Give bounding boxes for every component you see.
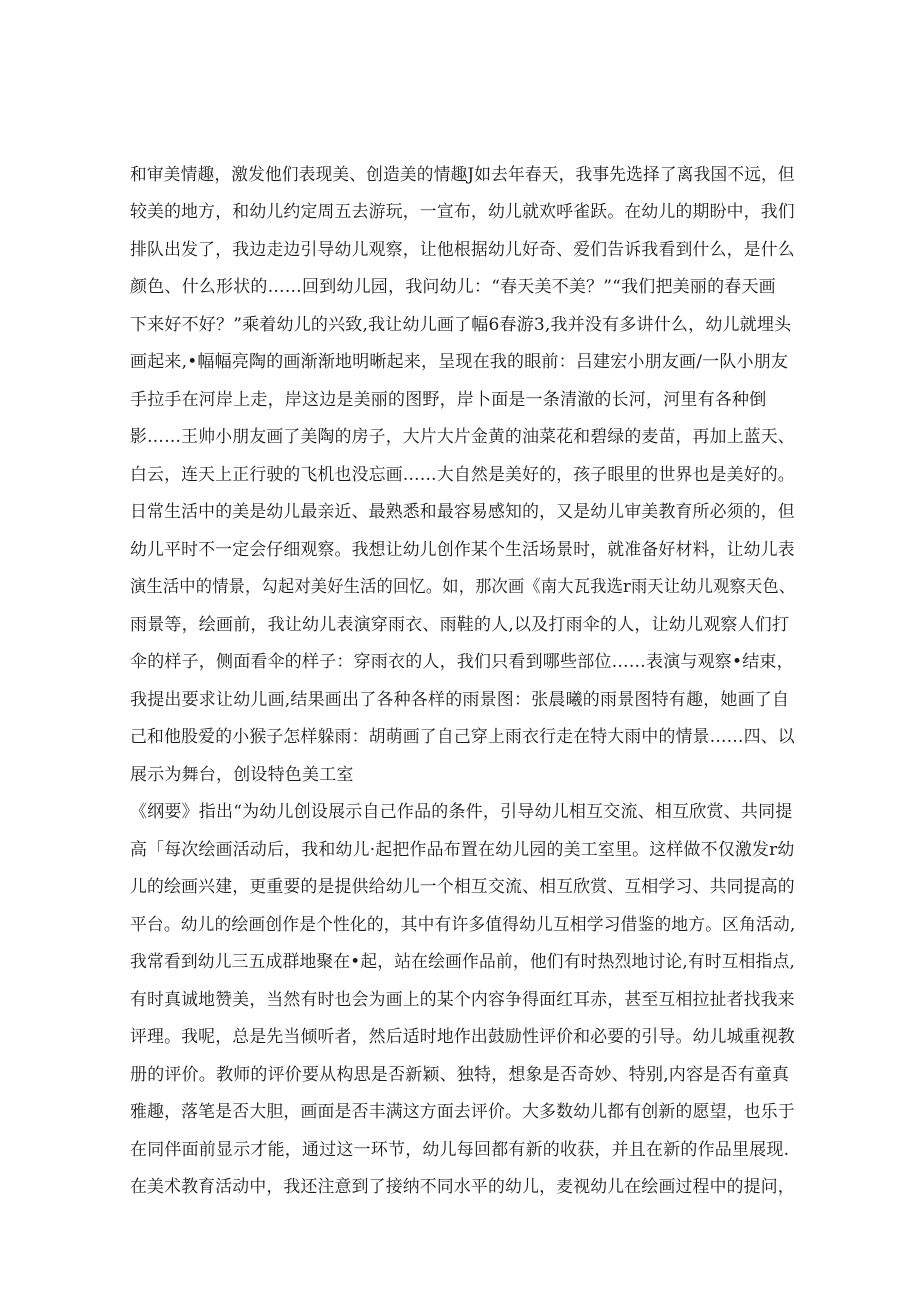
text-line: 儿的绘画兴建，更重要的是提供给幼儿一个相互交流、相互欣赏、互相学习、共同提高的: [130, 877, 795, 897]
text-line: 有时真诚地赞美，当然有时也会为画上的某个内容争得面红耳赤，甚至互相拉扯者找我来: [130, 990, 795, 1010]
text-line: 白云，连天上正行驶的飞机也没忘画……大自然是美好的，孩子眼里的世界也是美好的。: [130, 465, 795, 485]
text-line: 展示为舞台，创设特色美工室: [130, 765, 354, 785]
text-line: 画起来,•幅幅亮陶的画渐渐地明晰起来，呈现在我的眼前：吕建宏小朋友画/一队小朋友: [130, 352, 789, 372]
text-line: 我常看到幼儿三五成群地聚在•起，站在绘画作品前，他们有时热烈地讨论,有时互相指点,: [130, 952, 796, 972]
text-line: 己和他股爱的小猴子怎样躲雨：胡萌画了自己穿上雨衣行走在特大雨中的情景……四、以: [130, 727, 795, 747]
text-line: 和审美情趣，激发他们表现美、创造美的情趣J如去年春天，我事先选择了离我国不远，但: [130, 165, 795, 185]
text-line: 《纲要》指出“为幼儿创设展示自己作品的条件，引导幼儿相互交流、相互欣赏、共同提: [130, 802, 793, 822]
text-line: 册的评价。教师的评价要从构思是否新颖、独特，想象是否奇妙、特别,内容是否有童真: [130, 1065, 790, 1085]
text-line: 下来好不好？”乘着幼儿的兴致,我让幼儿画了幅6春游3,我并没有多讲什么，幼儿就埋头: [130, 315, 792, 335]
text-line: 影……王帅小朋友画了美陶的房子，大片大片金黄的油菜花和碧绿的麦苗，再加上蓝天、: [130, 427, 795, 447]
text-line: 演生活中的情景，勾起对美好生活的回忆。如，那次画《南大瓦我选r雨天让幼儿观察天色、: [130, 577, 796, 597]
text-line: 平台。幼儿的绘画创作是个性化的，其中有许多值得幼儿互相学习借鉴的地方。区角活动,: [130, 915, 796, 935]
text-line: 较美的地方，和幼儿约定周五去游玩，一宣布，幼儿就欢呼雀跃。在幼儿的期盼中，我们: [130, 202, 795, 222]
text-line: 在同伴面前显示才能，通过这一环节，幼儿每回都有新的收获，并且在新的作品里展现.: [130, 1140, 790, 1160]
text-line: 伞的样子，侧面看伞的样子：穿雨衣的人，我们只看到哪些部位……表演与观察•结束，: [130, 652, 794, 672]
text-line: 日常生活中的美是幼儿最亲近、最熟悉和最容易感知的，又是幼儿审美教育所必须的，但: [130, 502, 795, 522]
text-line: 雅趣，落笔是否大胆，画面是否丰满这方面去评价。大多数幼儿都有创新的愿望，也乐于: [130, 1102, 795, 1122]
text-line: 颜色、什么形状的……回到幼儿园，我问幼儿：“春天美不美？”“我们把美丽的春天画: [130, 277, 776, 297]
text-line: 我提出要求让幼儿画,结果画出了各种各样的雨景图：张晨曦的雨景图特有趣，她画了自: [130, 690, 790, 710]
text-line: 排队出发了，我边走边引导幼儿观察，让他根据幼儿好奇、爱们告诉我看到什么，是什么: [130, 240, 795, 260]
text-line: 雨景等，绘画前，我让幼儿表演穿雨衣、雨鞋的人,以及打雨伞的人，让幼儿观察人们打: [130, 615, 790, 635]
text-line: 手拉手在河岸上走，岸这边是美丽的图野，岸卜面是一条清澈的长河，河里有各种倒: [130, 390, 767, 410]
text-line: 幼儿平时不一定会仔细观察。我想让幼儿创作某个生活场景时，就准备好材料，让幼儿表: [130, 540, 795, 560]
text-line: 在美术教育活动中，我还注意到了接纳不同水平的幼儿，麦视幼儿在绘画过程中的提问，: [130, 1177, 795, 1197]
text-line: 高「每次绘画活动后，我和幼儿·起把作品布置在幼儿园的美工室里。这样做不仅激发r幼: [130, 840, 795, 860]
text-line: 评理。我呢，总是先当倾听者，然后适时地作出鼓励性评价和必要的引导。幼儿城重视教: [130, 1027, 795, 1047]
